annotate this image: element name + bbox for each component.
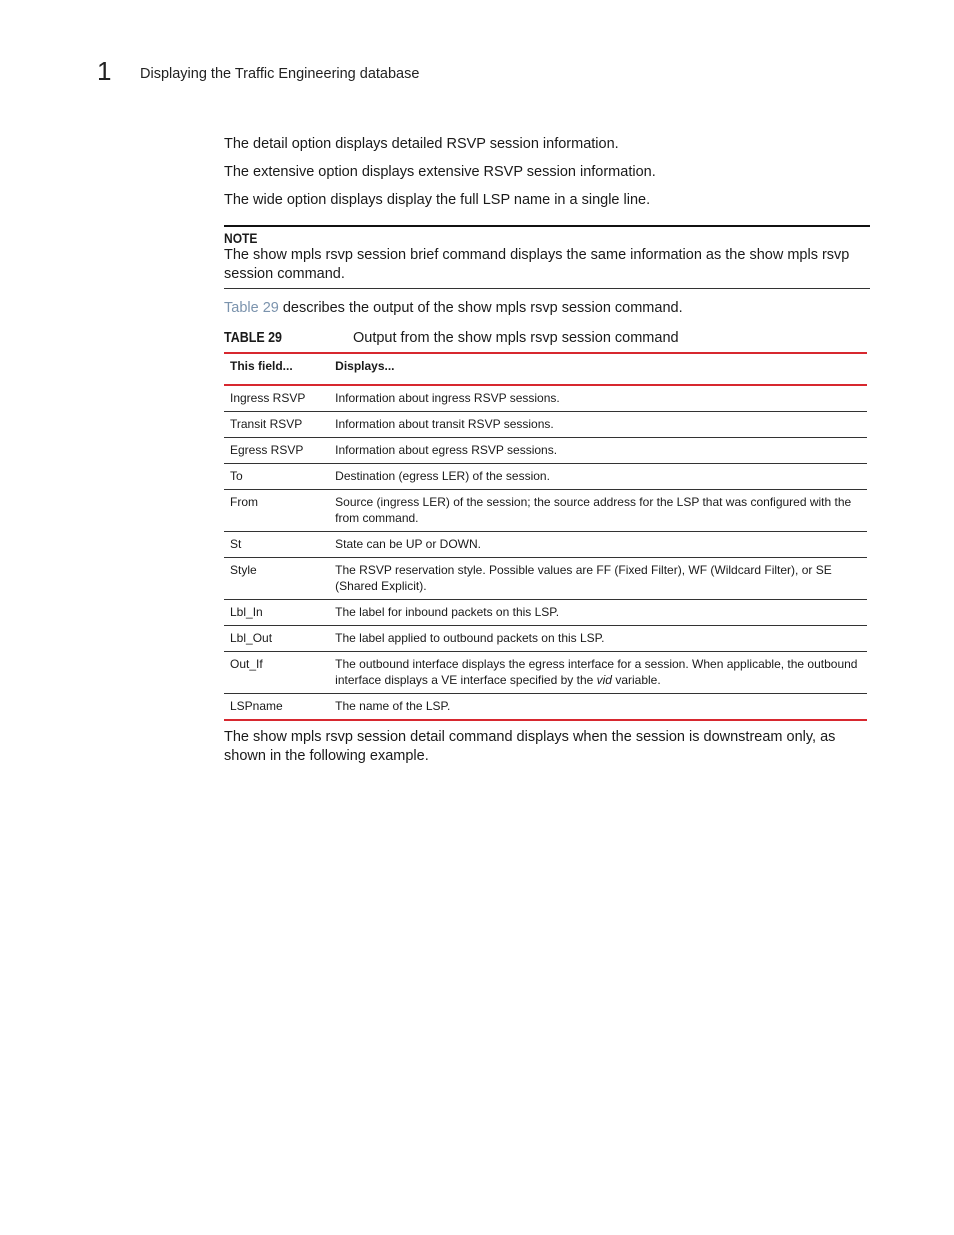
field-description: Destination (egress LER) of the session. — [335, 469, 550, 483]
header-field: This field... — [230, 359, 293, 373]
table-row — [224, 385, 867, 412]
note-bottom-rule — [224, 288, 870, 289]
table-row — [224, 464, 867, 490]
paragraph-detail-example: The show mpls rsvp session detail command displays when the session is downstream only, as shown in the following example. — [224, 729, 836, 764]
out-if-description-suffix: variable. — [611, 673, 661, 687]
field-description: Source (ingress LER) of the session; the source address for the LSP that was configured with the from command. — [335, 495, 852, 525]
table-29-link[interactable]: Table 29 — [224, 300, 279, 316]
vid-variable: vid — [596, 673, 612, 687]
field-description: Information about transit RSVP sessions. — [335, 417, 554, 431]
field-description: Information about ingress RSVP sessions. — [335, 391, 560, 405]
chapter-number: 1 — [97, 56, 112, 86]
table-row — [224, 438, 867, 464]
output-fields-table — [224, 352, 867, 721]
out-if-description: The outbound interface displays the egress interface for a session. When applicable, the outbound interface displays a VE interface specified by the — [335, 657, 858, 687]
paragraph-wide-option: The wide option displays display the full LSP name in a single line. — [224, 192, 651, 208]
field-description: Information about egress RSVP sessions. — [335, 443, 558, 457]
header-displays: Displays... — [335, 359, 395, 373]
table-label: TABLE 29 — [224, 330, 282, 346]
field-name: Ingress RSVP — [230, 391, 306, 405]
note-heading: NOTE — [224, 230, 258, 246]
field-name: Style — [230, 563, 257, 577]
field-name: Transit RSVP — [230, 417, 303, 431]
table-title: Output from the show mpls rsvp session command — [353, 330, 679, 346]
table-reference-text: describes the output of the show mpls rsvp session command. — [278, 300, 683, 316]
field-name: From — [230, 495, 258, 509]
field-name: To — [230, 469, 243, 483]
table-row — [224, 652, 867, 694]
table-row — [224, 626, 867, 652]
field-name: Lbl_In — [230, 605, 263, 619]
running-header: Displaying the Traffic Engineering database — [140, 66, 420, 82]
paragraph-extensive-option: The extensive option displays extensive RSVP session information. — [224, 164, 656, 180]
table-row — [224, 532, 867, 558]
field-name: Egress RSVP — [230, 443, 304, 457]
field-description — [329, 652, 867, 694]
note-text: The show mpls rsvp session brief command displays the same information as the show mpls rsvp session command. — [224, 247, 850, 282]
field-description: The name of the LSP. — [335, 699, 451, 713]
paragraph-detail-option: The detail option displays detailed RSVP session information. — [224, 136, 619, 152]
table-reference-paragraph — [224, 299, 870, 318]
field-description: State can be UP or DOWN. — [335, 537, 481, 551]
field-name: Lbl_Out — [230, 631, 273, 645]
note-top-rule — [224, 225, 870, 227]
field-name: Out_If — [230, 657, 263, 671]
field-description: The RSVP reservation style. Possible values are FF (Fixed Filter), WF (Wildcard Filter), or SE (Shared Explicit). — [335, 563, 832, 593]
table-row — [224, 490, 867, 532]
field-name: St — [230, 537, 242, 551]
table-row — [224, 412, 867, 438]
table-row — [224, 558, 867, 600]
table-row — [224, 600, 867, 626]
table-row — [224, 694, 867, 721]
field-description: The label for inbound packets on this LSP. — [335, 605, 560, 619]
table-header-row — [224, 353, 867, 385]
field-name: LSPname — [230, 699, 283, 713]
field-description: The label applied to outbound packets on this LSP. — [335, 631, 605, 645]
